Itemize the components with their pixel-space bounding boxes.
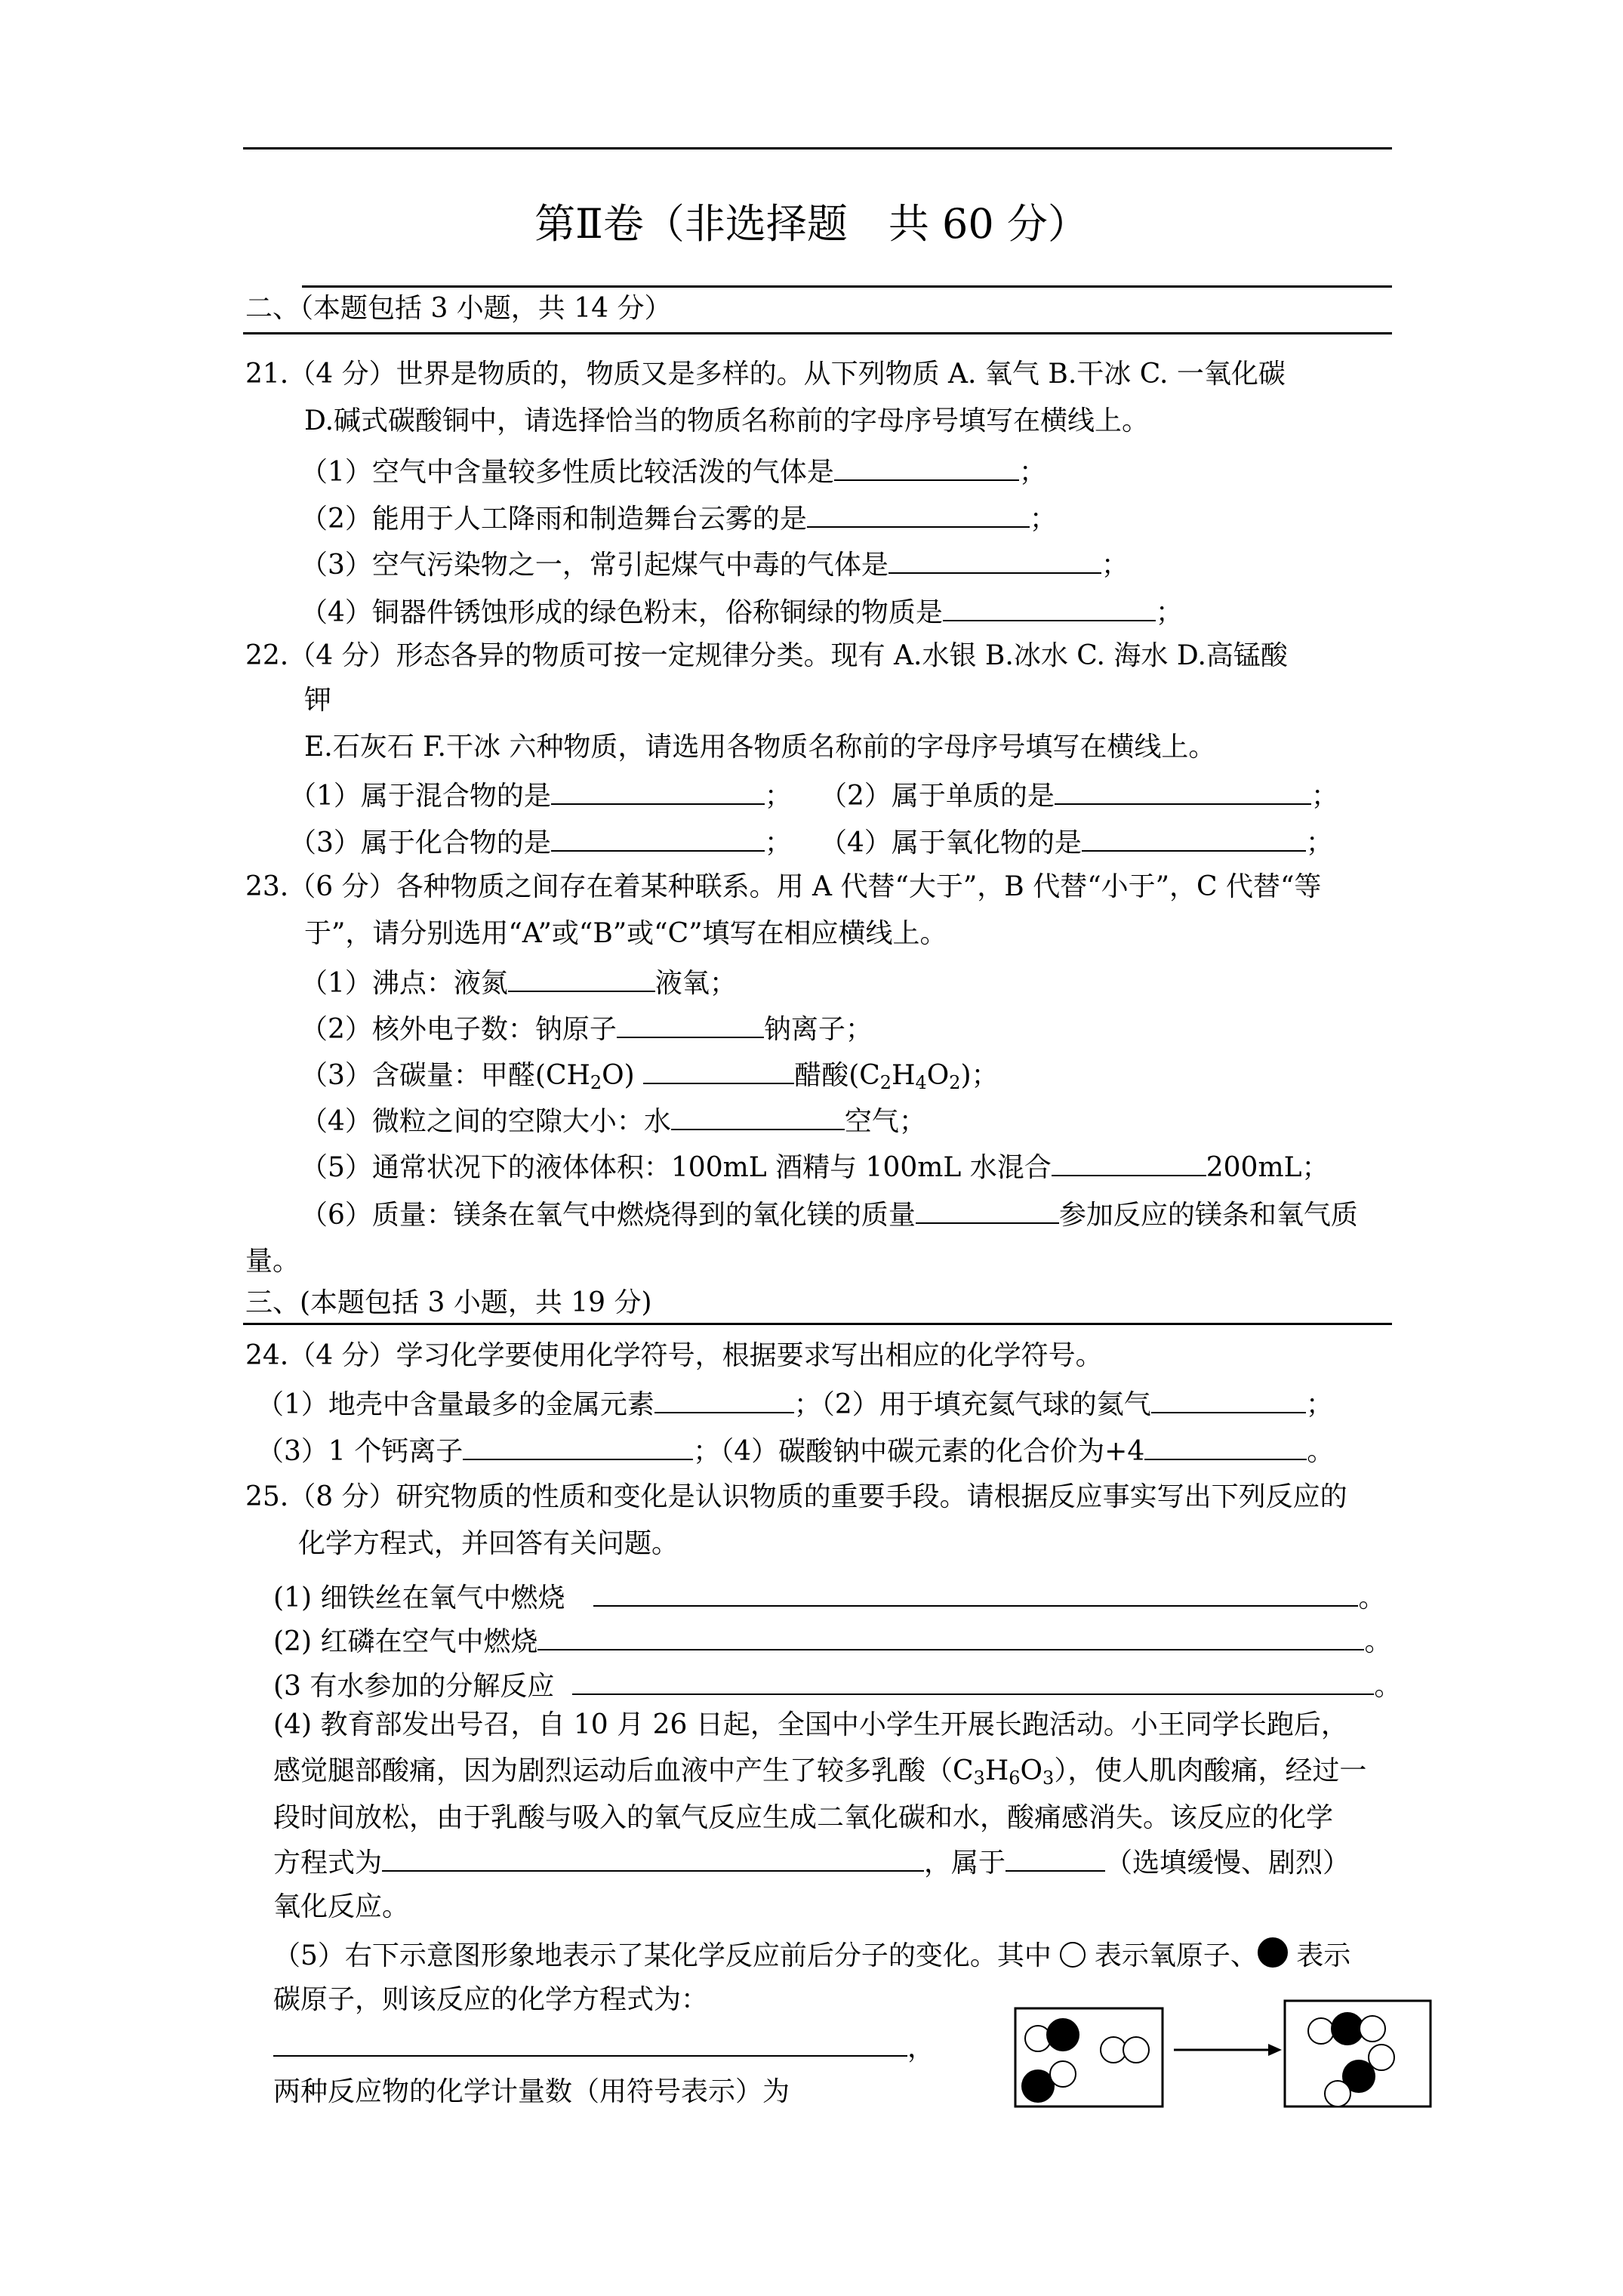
q25-part5-line4: 两种反应物的化学计量数（用符号表示）为 (273, 2076, 790, 2107)
oxygen-atom-icon (1123, 2037, 1149, 2063)
carbon-atom-icon (1046, 2018, 1079, 2051)
q25-stem-line2: 化学方程式，并回答有关问题。 (298, 1528, 679, 1559)
q25-answer-blank-6[interactable] (273, 2029, 907, 2057)
q23-stem-line2: 于”，请分别选用“A”或“B”或“C”填写在相应横线上。 (304, 918, 947, 949)
q25-part4-text: 方程式为 (273, 1848, 383, 1878)
q23-answer-blank-4[interactable] (671, 1103, 845, 1130)
q22-answer-blank-3[interactable] (551, 824, 765, 852)
q22-part4-text: （4）属于氧化物的是 (820, 827, 1082, 858)
semicolon: ； (1018, 457, 1046, 488)
q25-part5-text: （5）右下示意图形象地表示了某化学反应前后分子的变化。其中 (273, 1940, 1052, 1971)
q25-part4-line4 (273, 1845, 1350, 1881)
arrow-head-icon (1268, 2044, 1282, 2056)
subscript: 2 (879, 1072, 892, 1093)
q24-answer-blank-1[interactable] (654, 1386, 794, 1413)
period: 。 (1364, 1626, 1392, 1657)
q22-stem-line1: 22.（4 分）形态各异的物质可按一定规律分类。现有 A.水银 B.冰水 C. 海水 D.高锰酸 (245, 640, 1288, 671)
q25-part4-line1: (4) 教育部发出号召，自 10 月 26 日起，全国中小学生开展长跑活动。小王同学长跑后， (273, 1709, 1348, 1740)
q25-part4-line2 (273, 1754, 1366, 1789)
q25-part4-text: ），使人肌肉酸痛，经过一 (1054, 1755, 1367, 1786)
q22-part4 (820, 824, 1333, 861)
q25-part4-text: 感觉腿部酸痛，因为剧烈运动后血液中产生了较多乳酸（C (273, 1755, 974, 1786)
semicolon: ； (1305, 827, 1333, 858)
q23-part2 (300, 1011, 873, 1047)
q25-part5-line1 (273, 1937, 1350, 1974)
q21-answer-blank-1[interactable] (834, 454, 1019, 481)
q22-answer-blank-4[interactable] (1082, 824, 1306, 852)
q23-part1-text: （1）沸点：液氮 (300, 968, 508, 999)
q25-part1 (273, 1579, 1385, 1616)
q23-part5-suffix: 200mL； (1206, 1152, 1329, 1183)
q25-answer-blank-5[interactable] (1006, 1845, 1105, 1872)
period: 。 (1374, 1671, 1402, 1702)
q25-part3-text: (3 有水参加的分解反应 (273, 1671, 555, 1702)
period: 。 (1358, 1583, 1386, 1613)
q23-part5-text: （5）通常状况下的液体体积：100mL 酒精与 100mL 水混合 (300, 1152, 1052, 1183)
oxygen-atom-icon (1101, 2037, 1126, 2063)
q22-part3-text: （3）属于化合物的是 (289, 827, 551, 858)
q24-part2-text: ；（2）用于填充氦气球的氦气 (793, 1389, 1151, 1420)
q23-part6-cont: 量。 (245, 1246, 300, 1277)
formula-part: H (892, 1060, 916, 1091)
q21-part3-text: （3）空气污染物之一，常引起煤气中毒的气体是 (300, 550, 888, 581)
subscript: 3 (973, 1767, 985, 1789)
semicolon: ； (764, 781, 792, 812)
q21-stem-line1: 21.（4 分）世界是物质的，物质又是多样的。从下列物质 A. 氧气 B.干冰 C. 一氧化碳 (245, 359, 1286, 390)
semicolon: ； (1305, 1389, 1333, 1420)
q24-part4-text: ；（4）碳酸钠中碳元素的化合价为+4 (693, 1436, 1145, 1467)
q25-part1-text: (1) 细铁丝在氧气中燃烧 (273, 1583, 565, 1613)
formula-part: H (984, 1755, 1009, 1786)
q22-part1-text: （1）属于混合物的是 (289, 781, 551, 812)
q25-part4-text: （选填缓慢、剧烈） (1105, 1848, 1350, 1878)
subscript: 6 (1009, 1767, 1021, 1789)
q25-part5-text: 表示 (1296, 1940, 1351, 1971)
q22-part1 (289, 778, 792, 814)
q24-part3-text: （3）1 个钙离子 (257, 1436, 463, 1467)
q23-answer-blank-2[interactable] (617, 1011, 764, 1038)
subscript: 4 (915, 1072, 927, 1093)
q23-part2-text: （2）核外电子数：钠原子 (300, 1014, 617, 1045)
q25-part5-line3 (273, 2029, 935, 2066)
q23-part2-suffix: 钠离子； (763, 1014, 873, 1045)
semicolon: ； (1310, 781, 1338, 812)
q24-line1 (257, 1386, 1333, 1422)
q21-part1-text: （1）空气中含量较多性质比较活泼的气体是 (300, 457, 834, 488)
q22-part2-text: （2）属于单质的是 (820, 781, 1055, 812)
q25-part4-line3: 段时间放松，由于乳酸与吸入的氧气反应生成二氧化碳和水，酸痛感消失。该反应的化学 (273, 1802, 1334, 1833)
q21-answer-blank-4[interactable] (943, 594, 1156, 621)
semicolon: ； (1029, 504, 1057, 535)
q22-answer-blank-1[interactable] (551, 778, 765, 805)
semicolon: ； (1155, 597, 1183, 628)
formula-part: O (1020, 1755, 1043, 1786)
q24-part1-text: （1）地壳中含量最多的金属元素 (257, 1389, 654, 1420)
formula-part: )； (960, 1060, 999, 1091)
q24-answer-blank-4[interactable] (1144, 1433, 1307, 1460)
q23-part1-suffix: 液氧； (654, 968, 737, 999)
oxygen-atom-icon (1360, 2016, 1385, 2042)
section2-bottom-rule (243, 332, 1392, 334)
q24-answer-blank-2[interactable] (1151, 1386, 1306, 1413)
q23-answer-blank-3[interactable] (643, 1057, 794, 1084)
q23-part6-text: （6）质量：镁条在氧气中燃烧得到的氧化镁的质量 (300, 1200, 916, 1231)
q23-part4-suffix: 空气； (844, 1106, 926, 1137)
subscript: 2 (590, 1072, 602, 1093)
q25-part4-text: ，属于 (924, 1848, 1006, 1878)
q23-answer-blank-5[interactable] (1052, 1149, 1206, 1176)
q22-answer-blank-2[interactable] (1055, 778, 1311, 805)
q25-answer-blank-2[interactable] (537, 1623, 1364, 1650)
q23-answer-blank-6[interactable] (916, 1197, 1059, 1224)
formula-part: O (926, 1060, 950, 1091)
q23-part4-text: （4）微粒之间的空隙大小：水 (300, 1106, 671, 1137)
reaction-diagram (1012, 1997, 1434, 2110)
q22-part2 (820, 778, 1338, 814)
carbon-atom-icon (1258, 1937, 1288, 1968)
oxygen-atom-icon (1325, 2081, 1350, 2106)
q25-part4-line5: 氧化反应。 (273, 1891, 410, 1922)
semicolon: ； (1101, 550, 1129, 581)
q21-stem-line2: D.碱式碳酸铜中，请选择恰当的物质名称前的字母序号填写在横线上。 (304, 405, 1150, 436)
q25-answer-blank-1[interactable] (593, 1579, 1358, 1607)
q21-part4 (300, 594, 1183, 630)
q25-part5-line2: 碳原子，则该反应的化学方程式为： (273, 1984, 709, 2015)
q25-part5-text: 表示氧原子、 (1094, 1940, 1258, 1971)
q25-part2-text: (2) 红磷在空气中燃烧 (273, 1626, 538, 1657)
q23-part6 (300, 1197, 1358, 1233)
q22-stem-line1b: 钾 (304, 685, 332, 716)
oxygen-atom-icon (1060, 1942, 1086, 1968)
q23-part4 (300, 1103, 926, 1139)
q24-answer-blank-3[interactable] (463, 1433, 693, 1460)
q21-part3 (300, 547, 1129, 583)
q23-stem-line1: 23.（6 分）各种物质之间存在着某种联系。用 A 代替“大于”，B 代替“小于”，C 代替“等 (245, 871, 1322, 902)
q23-part3-text: （3）含碳量：甲醛(CH (300, 1060, 590, 1091)
semicolon: ； (764, 827, 792, 858)
q25-answer-blank-4[interactable] (382, 1845, 924, 1872)
comma: ， (907, 2032, 935, 2063)
oxygen-atom-icon (1308, 2018, 1334, 2044)
q25-stem-line1: 25.（8 分）研究物质的性质和变化是认识物质的重要手段。请根据反应事实写出下列反应的 (245, 1481, 1347, 1512)
q25-part2 (273, 1623, 1391, 1660)
oxygen-atom-icon (1369, 2045, 1394, 2070)
oxygen-atom-icon (1050, 2061, 1076, 2087)
q23-part1 (300, 965, 737, 1001)
q25-part3 (273, 1668, 1401, 1704)
q23-part5 (300, 1149, 1329, 1185)
section3-header: 三、(本题包括 3 小题，共 19 分) (245, 1287, 652, 1318)
q23-part3-suffix: 醋酸(C (794, 1060, 880, 1091)
q25-answer-blank-3[interactable] (572, 1668, 1374, 1695)
q24-line2 (257, 1433, 1334, 1469)
q23-answer-blank-1[interactable] (508, 965, 655, 992)
q23-part6-suffix: 参加反应的镁条和氧气质 (1058, 1200, 1358, 1231)
q22-stem-line2: E.石灰石 F.干冰 六种物质，请选用各物质名称前的字母序号填写在横线上。 (304, 732, 1216, 763)
period: 。 (1307, 1436, 1335, 1467)
q24-stem: 24.（4 分）学习化学要使用化学符号，根据要求写出相应的化学符号。 (245, 1340, 1103, 1371)
q23-part3 (300, 1057, 999, 1093)
q22-part3 (289, 824, 792, 861)
top-rule (243, 147, 1392, 149)
q21-answer-blank-3[interactable] (888, 547, 1101, 574)
q21-part2-text: （2）能用于人工降雨和制造舞台云雾的是 (300, 504, 807, 535)
subscript: 2 (949, 1072, 961, 1093)
section3-rule (243, 1323, 1392, 1325)
page-title: 第Ⅱ卷（非选择题 共 60 分） (534, 200, 1089, 248)
section2-top-rule (302, 285, 1392, 288)
q21-part4-text: （4）铜器件锈蚀形成的绿色粉末，俗称铜绿的物质是 (300, 597, 943, 628)
q21-answer-blank-2[interactable] (807, 501, 1030, 528)
q23-part3-text-end: O) (602, 1060, 635, 1091)
q21-part1 (300, 454, 1046, 490)
q21-part2 (300, 501, 1057, 537)
section2-header: 二、（本题包括 3 小题，共 14 分） (245, 293, 672, 324)
subscript: 3 (1042, 1767, 1055, 1789)
